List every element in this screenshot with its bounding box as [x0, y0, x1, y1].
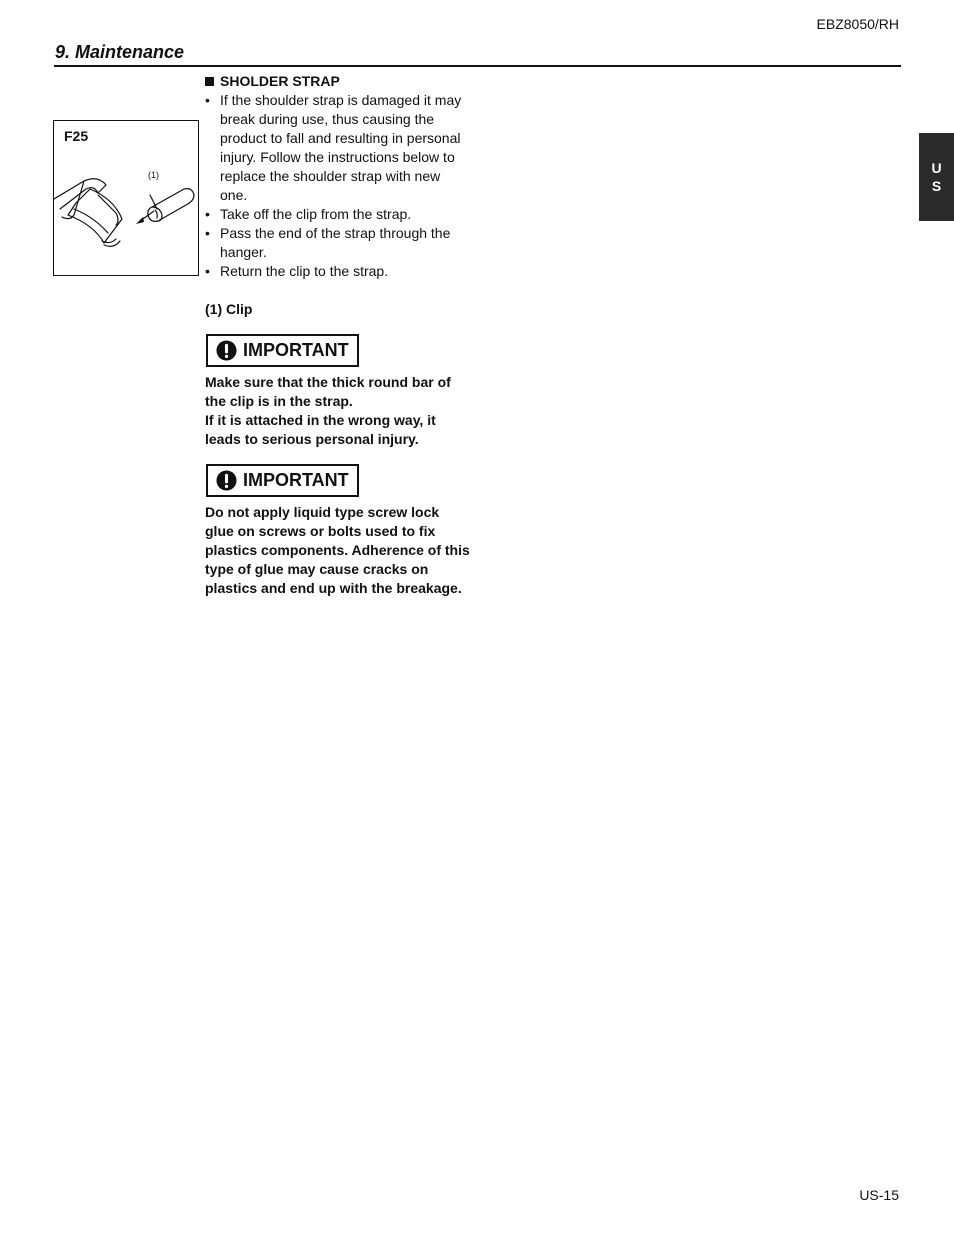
important-text [205, 373, 470, 449]
important-heading [206, 334, 359, 367]
instruction-list [205, 91, 470, 281]
important-line: Do not apply liquid type screw lock glue on screws or bolts used to fix plastics components. Adherence of this type of glue may cause cracks on plastics and end up with the breakage. [205, 504, 470, 596]
important-title: IMPORTANT [243, 340, 349, 360]
list-item: • If the shoulder strap is damaged it may break during use, thus causing the product to fall and resulting in personal injury. Follow the instructions below to replace the shoulder strap with new one. [205, 91, 470, 205]
important-text [205, 503, 470, 598]
clip-legend: (1) Clip [205, 301, 253, 317]
important-line: Make sure that the thick round bar of the clip is in the strap. [205, 374, 451, 409]
important-title: IMPORTANT [243, 470, 349, 490]
list-item: • Take off the clip from the strap. [205, 205, 470, 224]
clip-illustration [54, 151, 198, 275]
important-line: If it is attached in the wrong way, it leads to serious personal injury. [205, 412, 436, 447]
figure-f25 [53, 120, 199, 276]
model-number: EBZ8050/RH [816, 16, 899, 32]
page-number: US-15 [859, 1187, 899, 1203]
figure-callout-1: (1) [148, 170, 159, 180]
language-tab [919, 133, 954, 221]
language-tab-letter: S [931, 178, 942, 194]
important-heading [206, 464, 359, 497]
exclamation-icon [216, 340, 237, 361]
title-rule [54, 65, 901, 67]
exclamation-icon [216, 470, 237, 491]
maintenance-content [205, 72, 470, 598]
subheading [205, 72, 470, 91]
square-bullet-icon [205, 77, 214, 86]
section-title: 9. Maintenance [55, 42, 185, 62]
list-item: • Return the clip to the strap. [205, 262, 470, 281]
list-item: • Pass the end of the strap through the hanger. [205, 224, 470, 262]
subheading-text: SHOLDER STRAP [220, 73, 340, 89]
figure-label: F25 [64, 128, 89, 144]
language-tab-letter: U [931, 160, 942, 176]
